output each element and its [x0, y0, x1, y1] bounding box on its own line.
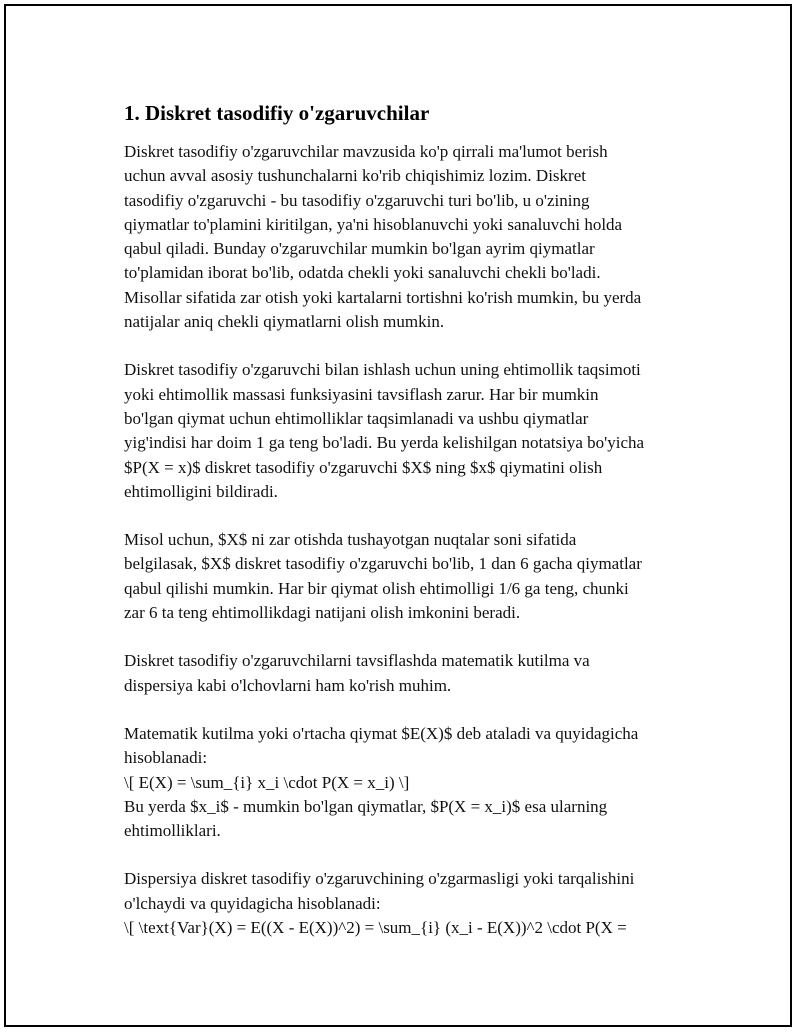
- text-line: Misol uchun, $X$ ni zar otishda tushayotgan nuqtalar soni sifatida: [124, 530, 577, 550]
- text-line: dispersiya kabi o'lchovlarni ham ko'rish muhim.: [124, 675, 452, 695]
- section-heading: 1. Diskret tasodifiy o'zgaruvchilar: [124, 101, 430, 125]
- paragraph-variance: [124, 867, 694, 940]
- text-line: Diskret tasodifiy o'zgaruvchilar mavzusida ko'p qirrali ma'lumot berish: [124, 142, 608, 161]
- text-line: Diskret tasodifiy o'zgaruvchi bilan ishlash uchun uning ehtimollik taqsimoti: [124, 360, 641, 380]
- text-line: qiymatlar to'plamini kiritilgan, ya'ni hisoblanuvchi yoki sanaluvchi holda: [124, 214, 623, 234]
- text-line: o'lchaydi va quyidagicha hisoblanadi:: [124, 893, 381, 913]
- text-line: natijalar aniq chekli qiymatlarni olish mumkin.: [124, 312, 445, 332]
- text-line: $P(X = x)$ diskret tasodifiy o'zgaruvchi $X$ ning $x$ qiymatini olish: [124, 457, 603, 477]
- text-line: ehtimolliklari.: [124, 821, 221, 841]
- paragraph-intro: [124, 140, 694, 334]
- text-line: tasodifiy o'zgaruvchi - bu tasodifiy o'zgaruvchi turi bo'lib, u o'zining: [124, 190, 590, 210]
- text-line: bo'lgan qiymat uchun ehtimolliklar taqsimlanadi va ushbu qiymatlar: [124, 408, 589, 428]
- text-line: to'plamidan iborat bo'lib, odatda chekli yoki sanaluvchi chekli bo'ladi.: [124, 263, 601, 283]
- text-line: qabul qilishi mumkin. Har bir qiymat olish ehtimolligi 1/6 ga teng, chunki: [124, 578, 629, 598]
- paragraph-expectation: [124, 722, 694, 843]
- paragraph-measures: [124, 649, 694, 698]
- text-line: yig'indisi har doim 1 ga teng bo'ladi. Bu yerda kelishilgan notatsiya bo'yicha: [124, 433, 645, 453]
- text-line: qabul qiladi. Bunday o'zgaruvchilar mumkin bo'lgan ayrim qiymatlar: [124, 239, 595, 259]
- page-frame: [4, 4, 792, 1027]
- formula-line: \[ \text{Var}(X) = E((X - E(X))^2) = \sum_{i} (x_i - E(X))^2 \cdot P(X =: [124, 918, 627, 938]
- text-line: zar 6 ta teng ehtimollikdagi natijani olish imkonini beradi.: [124, 603, 521, 623]
- text-line: hisoblanadi:: [124, 748, 208, 768]
- text-line: yoki ehtimollik massasi funksiyasini tavsiflash zarur. Har bir mumkin: [124, 384, 599, 404]
- document-body: [124, 100, 694, 964]
- text-line: ehtimolligini bildiradi.: [124, 481, 278, 501]
- text-line: belgilasak, $X$ diskret tasodifiy o'zgaruvchi bo'lib, 1 dan 6 gacha qiymatlar: [124, 554, 642, 574]
- text-line: Diskret tasodifiy o'zgaruvchilarni tavsiflashda matematik kutilma va: [124, 651, 590, 671]
- paragraph-example: [124, 528, 694, 625]
- formula-line: \[ E(X) = \sum_{i} x_i \cdot P(X = x_i) \]: [124, 772, 410, 792]
- text-line: Dispersiya diskret tasodifiy o'zgaruvchining o'zgarmasligi yoki tarqalishini: [124, 869, 635, 889]
- text-line: uchun avval asosiy tushunchalarni ko'rib chiqishimiz lozim. Diskret: [124, 166, 586, 186]
- paragraph-distribution: [124, 358, 694, 504]
- text-line: Bu yerda $x_i$ - mumkin bo'lgan qiymatlar, $P(X = x_i)$ esa ularning: [124, 796, 608, 816]
- text-line: Misollar sifatida zar otish yoki kartalarni tortishni ko'rish mumkin, bu yerda: [124, 287, 642, 307]
- text-line: Matematik kutilma yoki o'rtacha qiymat $E(X)$ deb ataladi va quyidagicha: [124, 723, 639, 743]
